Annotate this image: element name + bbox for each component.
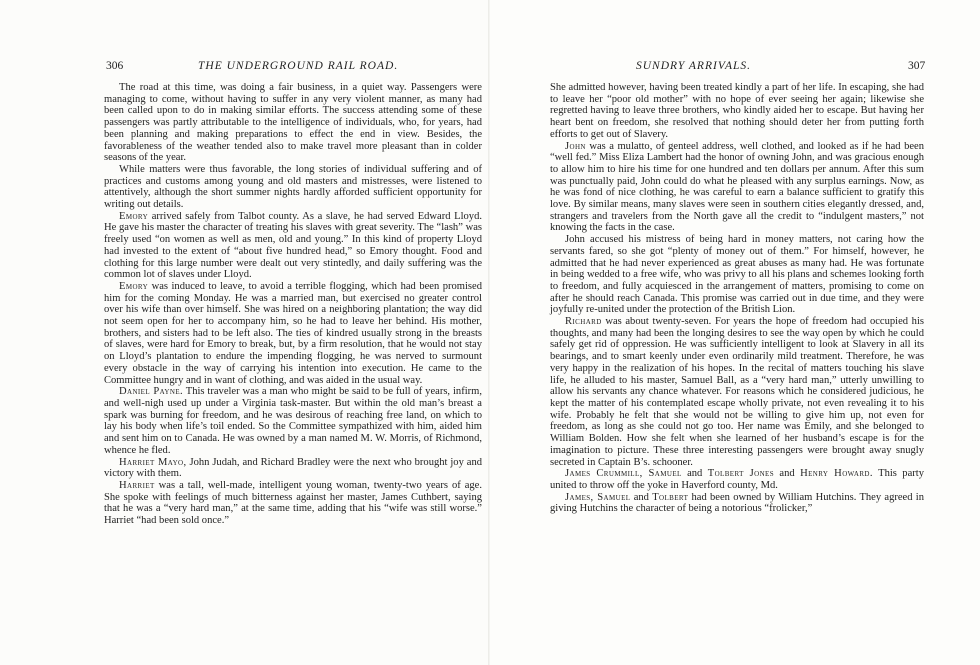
paragraph: James, Samuel and Tolbert had been owned by William Hutchins. They agreed in giving Hutchins the character of being a notorious “frolicker,” bbox=[550, 491, 924, 515]
paragraph: The road at this time, was doing a fair business, in a quiet way. Passengers were managing to come, without having to suffer in any very violent manner, as many had been called upon to do in making similar efforts. The success attending some of these passengers was partly attributable to the intelligence of individuals, who, for years, had been planning and making preparations to effect the end in view. Besides, the favorableness of the weather tended also to make travel more pleasant than in colder seasons of the year. bbox=[104, 82, 482, 164]
name-lead: Richard bbox=[565, 316, 602, 328]
right-page-header bbox=[490, 60, 980, 74]
page-number: 307 bbox=[908, 60, 926, 72]
name-lead: Henry Howard. bbox=[800, 468, 873, 480]
name-lead: James, Samuel bbox=[565, 491, 631, 503]
paragraph: John accused his mistress of being hard in money matters, not caring how the servants fared, so she got “plenty of money out of them.” For himself, however, he admitted that he had never experienced as great abuses as many had. He was fortunate in being wedded to a free wife, who was privy to all his plans and schemes looking forth to freedom, and fully acquiesced in the arrangement of matters, promising to come on after he should reach Canada. This promise was carried out in due time, and they were joyfully re-united under the protection of the British Lion. bbox=[550, 234, 924, 316]
right-page-body bbox=[550, 82, 924, 515]
left-page-header bbox=[0, 60, 490, 74]
name-lead: Emory bbox=[119, 210, 149, 222]
name-lead: Emory bbox=[119, 280, 149, 292]
page-number: 306 bbox=[106, 60, 124, 72]
paragraph: While matters were thus favorable, the long stories of individual suffering and of practices and customs among young and old masters and mistresses, were listened to attentively, although the short summer nights hardly afforded sufficient opportunity for writing out details. bbox=[104, 163, 482, 211]
paragraph: Daniel Payne. This traveler was a man who might be said to be full of years, infirm, and well-nigh used up under a Virginia task-master. But within the old man’s breast a spark was burning for freedom, and he was desirous of reaching free land, on which to lay his body when life’s toil ended. So the Committee sympathized with him, aided him and sent him on to Canada. He was owned by a man named M. W. Morris, of Richmond, whence he fled. bbox=[104, 386, 482, 456]
paragraph: She admitted however, having been treated kindly a part of her life. In escaping, she had to leave her “poor old mother” with no hope of ever seeing her again; likewise she regretted having to leave three brothers, who kindly aided her to escape. But having her heart bent on freedom, she resolved that nothing should deter her from putting forth efforts to get out of Slavery. bbox=[550, 82, 924, 140]
paragraph: James Crummill, Samuel and Tolbert Jones and Henry Howard. This party united to throw off the yoke in Haverford county, Md. bbox=[550, 468, 924, 491]
right-page bbox=[490, 0, 980, 665]
running-head: THE UNDERGROUND RAIL ROAD. bbox=[198, 60, 399, 72]
running-head: SUNDRY ARRIVALS. bbox=[636, 60, 752, 72]
paragraph: Emory was induced to leave, to avoid a terrible flogging, which had been promised him for the coming Monday. He was a married man, but exercised no greater control over his wife than over himself. She was hired on a neighboring plantation; the way did not seem open for her to accompany him, so he had to leave her behind. His mother, brothers, and sisters had to be left also. The ties of kindred usually strong in the breasts of slaves, were hard for Emory to break, but, by a firm resolution, that he would not stay on Lloyd’s plantation to endure the impending flogging, he was nerved to surmount every obstacle in the way of carrying his intention into execution. He came to the Committee hungry and in want of clothing, and was aided in the usual way. bbox=[104, 280, 482, 386]
paragraph: Harriet was a tall, well-made, intelligent young woman, twenty-two years of age. She spoke with feelings of much bitterness against her master, James Cuthbert, saying that he was a “very hard man,” at the same time, adding that his “wife was still worse.” Harriet “had been sold once.” bbox=[104, 479, 482, 527]
name-lead: Harriet bbox=[119, 479, 155, 491]
paragraph: Emory arrived safely from Talbot county. As a slave, he had served Edward Lloyd. He gave his master the character of treating his slaves with great severity. The “lash” was freely used “on women as well as men, old and young.” In this kind of property Lloyd had invested to the extent of “about five hundred head,” so Emory thought. Food and clothing for this large number were dealt out very stintedly, and daily suffering was the common lot of slaves under Lloyd. bbox=[104, 210, 482, 281]
paragraph: Richard was about twenty-seven. For years the hope of freedom had occupied his thoughts, and many had been the longing desires to see the way open by which he could safely get rid of oppression. He was sufficiently intelligent to look at Slavery in all its bearings, and to smart keenly under even ordinarily mild treatment. Therefore, he was very happy in the realization of his hopes. In the recital of matters touching his slave life, he alluded to his master, Samuel Ball, as a “very hard man,” utterly unwilling to allow his servants any chance whatever. For reasons which he considered judicious, he kept the matter of his contemplated escape wholly private, not even revealing it to his wife. Probably he felt that she would not be willing to give him up, not even for freedom, as long as she could not go too. Her name was Emily, and she belonged to William Bolden. How she felt when she learned of her husband’s escape is for the imagination to picture. These three interesting passengers were brought away snugly secreted in Captain B’s. schooner. bbox=[550, 316, 924, 468]
name-lead: Harriet Mayo, bbox=[119, 456, 187, 468]
name-lead: Tolbert Jones bbox=[707, 468, 774, 480]
name-lead: Tolbert bbox=[652, 491, 689, 503]
name-lead: John bbox=[565, 140, 586, 152]
name-lead: Daniel Payne. bbox=[119, 386, 184, 398]
left-page-body bbox=[104, 82, 482, 527]
name-lead: James Crummill, Samuel bbox=[565, 468, 682, 480]
paragraph: Harriet Mayo, John Judah, and Richard Bradley were the next who brought joy and victory with them. bbox=[104, 456, 482, 480]
paragraph: John was a mulatto, of genteel address, well clothed, and looked as if he had been “well fed.” Miss Eliza Lambert had the honor of owning John, and was gracious enough to allow him to hire his time for one hundred and ten dollars per annum. After this sum was punctually paid, John could do what he pleased with any surplus earnings. Now, as he was fond of nice clothing, he was careful to earn a balance sufficient to gratify this love. By similar means, many slaves were seen in southern cities elegantly dressed, and, strangers and travelers from the North gave all the credit to “indulgent masters,” not knowing the facts in the case. bbox=[550, 140, 924, 234]
